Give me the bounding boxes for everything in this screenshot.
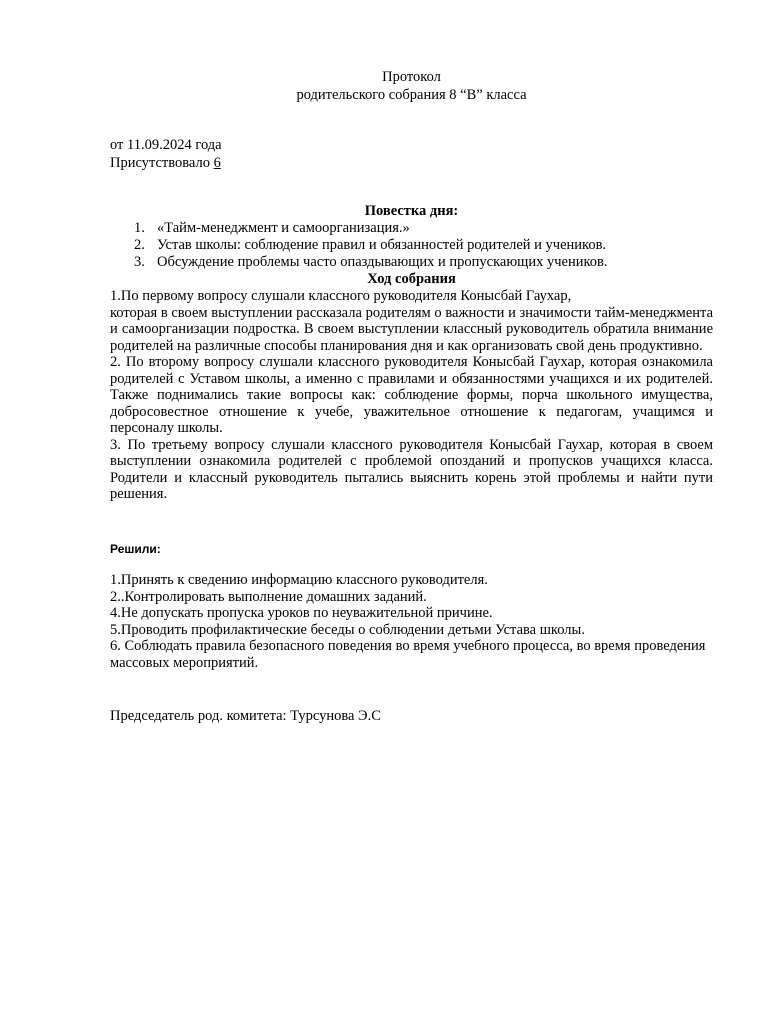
decision-item: 2..Контролировать выполнение домашних заданий.	[110, 588, 427, 605]
agenda-item	[110, 220, 608, 237]
decision-item: 4.Не допускать пропуска уроков по неуважительной причине.	[110, 605, 493, 621]
decisions-list	[110, 572, 713, 671]
decisions-heading: Решили:	[110, 542, 161, 556]
agenda-item-number: 1.	[134, 220, 145, 236]
agenda-list	[110, 220, 608, 271]
attendance-count: 6	[213, 155, 221, 171]
course-heading: Ход собрания	[367, 271, 456, 287]
course-body	[110, 288, 713, 503]
decision-item: 5.Проводить профилактические беседы о соблюдении детьми Устава школы.	[110, 621, 585, 638]
agenda-item-text: Устав школы: соблюдение правил и обязанностей родителей и учеников.	[157, 237, 607, 253]
decision-item: 1.Принять к сведению информацию классного руководителя.	[110, 572, 488, 588]
meeting-meta	[110, 136, 222, 172]
agenda-item-text: «Тайм-менеджмент и самоорганизация.»	[157, 220, 410, 236]
course-paragraph: 3. По третьему вопросу слушали классного руководителя Конысбай Гаухар, которая в своем выступлении ознакомила родителей с проблемой опозданий и пропусков учащихся класса. Родители и классный руководитель пытались выяснить корень этой проблемы и найти пути решения.	[110, 436, 713, 502]
course-paragraph: которая в своем выступлении рассказала родителям о важности и значимости тайм-менеджмента и самоорганизации подростка. В своем выступлении классный руководитель обратила внимание родителей на различные способы планирования дня и как организовать свой день продуктивно.	[110, 304, 713, 354]
course-paragraph: 1.По первому вопросу слушали классного руководителя Конысбай Гаухар,	[110, 288, 572, 304]
document-subtitle: родительского собрания 8 “В” класса	[296, 87, 527, 103]
agenda-heading: Повестка дня:	[364, 203, 459, 219]
agenda-item	[110, 237, 608, 254]
document-header	[110, 68, 713, 104]
agenda-item-number: 2.	[134, 237, 145, 253]
meeting-date: от 11.09.2024 года	[110, 137, 222, 153]
agenda-item	[110, 254, 608, 271]
course-paragraph: 2. По второму вопросу слушали классного руководителя Конысбай Гаухар, которая ознакомила родителей с Уставом школы, а именно с правилами и обязанностями учащихся и их родителей. Также поднимались такие вопросы как: соблюдение формы, порча школьного имущества, добросовестное отношение к учебе, уважительное отношение к педагогам, учащимся и персоналу школы.	[110, 354, 713, 436]
decision-item: 6. Соблюдать правила безопасного поведения во время учебного процесса, во время проведения массовых мероприятий.	[110, 638, 706, 671]
document-title: Протокол	[382, 69, 441, 85]
agenda-item-text: Обсуждение проблемы часто опаздывающих и пропускающих учеников.	[157, 254, 608, 270]
attendance-label: Присутствовало	[110, 155, 214, 171]
signature-line: Председатель род. комитета: Турсунова Э.С	[110, 708, 381, 724]
agenda-item-number: 3.	[134, 254, 145, 270]
attendance-line	[110, 154, 222, 172]
